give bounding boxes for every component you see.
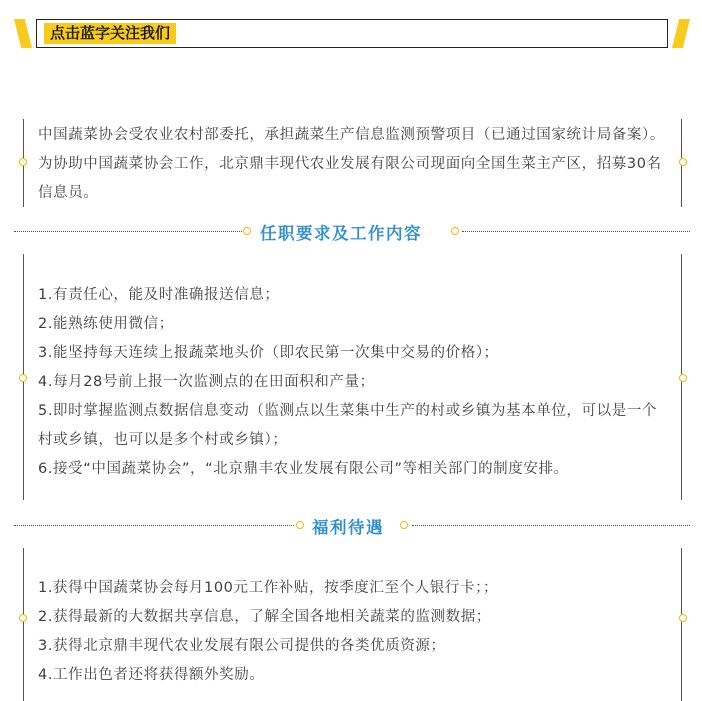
section-header-requirements [14, 222, 690, 242]
intro-box [23, 119, 682, 207]
intro-paragraph: 中国蔬菜协会受农业农村部委托，承担蔬菜生产信息监测预警项目（已通过国家统计局备案）。为协助中国蔬菜协会工作，北京鼎丰现代农业发展有限公司现面向全国生菜主产区，招募30名信息员。 [38, 127, 665, 201]
list-item: 4.每月28号前上报一次监测点的在田面积和产量； [38, 374, 375, 390]
section-dot-icon [296, 521, 304, 529]
bullet-dot-icon [19, 614, 27, 622]
benefits-list [38, 574, 667, 690]
follow-banner [14, 19, 690, 48]
list-item: 5.即时掌握监测点数据信息变动（监测点以生菜集中生产的村或乡镇为基本单位，可以是一个村或乡镇，也可以是多个村或乡镇）； [38, 403, 658, 448]
bullet-dot-icon [19, 374, 27, 382]
section-header-benefits [14, 516, 690, 536]
divider-left [14, 231, 242, 232]
divider-right [412, 525, 690, 526]
requirements-list [38, 281, 667, 484]
section-dot-icon [400, 521, 408, 529]
list-item: 2.获得最新的大数据共享信息，了解全国各地相关蔬菜的监测数据； [38, 609, 491, 625]
list-item: 1.有责任心，能及时准确报送信息； [38, 287, 280, 303]
requirements-box [23, 254, 682, 500]
section-title: 福利待遇 [312, 518, 384, 537]
bullet-dot-icon [19, 158, 27, 166]
divider-right [462, 231, 690, 232]
section-dot-icon [451, 227, 459, 235]
bullet-dot-icon [679, 614, 687, 622]
list-item: 3.获得北京鼎丰现代农业发展有限公司提供的各类优质资源； [38, 638, 446, 654]
divider-left [14, 525, 294, 526]
follow-us-label[interactable]: 点击蓝字关注我们 [44, 23, 176, 44]
list-item: 3.能坚持每天连续上报蔬菜地头价（即农民第一次集中交易的价格）； [38, 345, 499, 361]
list-item: 2.能熟练使用微信； [38, 316, 174, 332]
bullet-dot-icon [679, 158, 687, 166]
section-dot-icon [243, 227, 251, 235]
list-item: 6.接受“中国蔬菜协会”，“北京鼎丰农业发展有限公司”等相关部门的制度安排。 [38, 461, 569, 477]
section-title: 任职要求及工作内容 [260, 224, 422, 243]
intro-text [38, 121, 667, 208]
list-item: 1.获得中国蔬菜协会每月100元工作补贴，按季度汇至个人银行卡；； [38, 580, 499, 596]
benefits-box [23, 548, 682, 701]
bullet-dot-icon [679, 374, 687, 382]
banner-left-decoration [14, 19, 32, 48]
list-item: 4.工作出色者还将获得额外奖励。 [38, 667, 265, 683]
banner-right-decoration [672, 19, 690, 48]
